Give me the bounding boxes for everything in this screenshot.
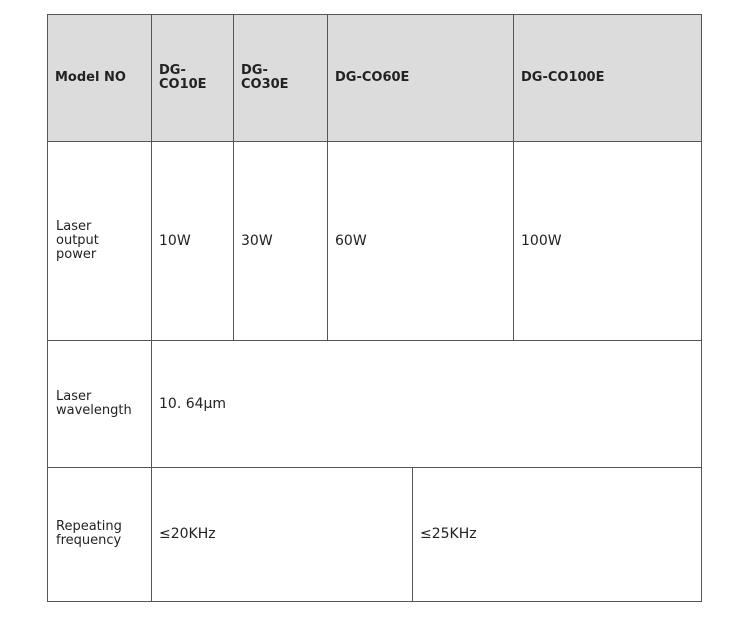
model-header-co100e: DG-CO100E <box>514 15 702 142</box>
table-row-repeating-frequency <box>48 467 702 601</box>
header-row <box>48 15 702 142</box>
table-row-laser-wavelength <box>48 341 702 468</box>
row-label: Repeating frequency <box>48 467 152 601</box>
model-header-co60e: DG-CO60E <box>328 15 514 142</box>
row-label: Laser wavelength <box>48 341 152 468</box>
row-label: Laser output power <box>48 141 152 341</box>
model-header-co30e: DG- CO30E <box>234 15 328 142</box>
cell-value: ≤20KHz <box>152 467 413 601</box>
model-header-co10e: DG- CO10E <box>152 15 234 142</box>
cell-value: 10W <box>152 141 234 341</box>
model-no-header: Model NO <box>48 15 152 142</box>
cell-value: 30W <box>234 141 328 341</box>
cell-value: 10. 64μm <box>152 341 702 468</box>
cell-value: 100W <box>514 141 702 341</box>
cell-value: 60W <box>328 141 514 341</box>
table-row-laser-output-power <box>48 141 702 341</box>
spec-table <box>47 14 702 602</box>
cell-value: ≤25KHz <box>413 467 702 601</box>
